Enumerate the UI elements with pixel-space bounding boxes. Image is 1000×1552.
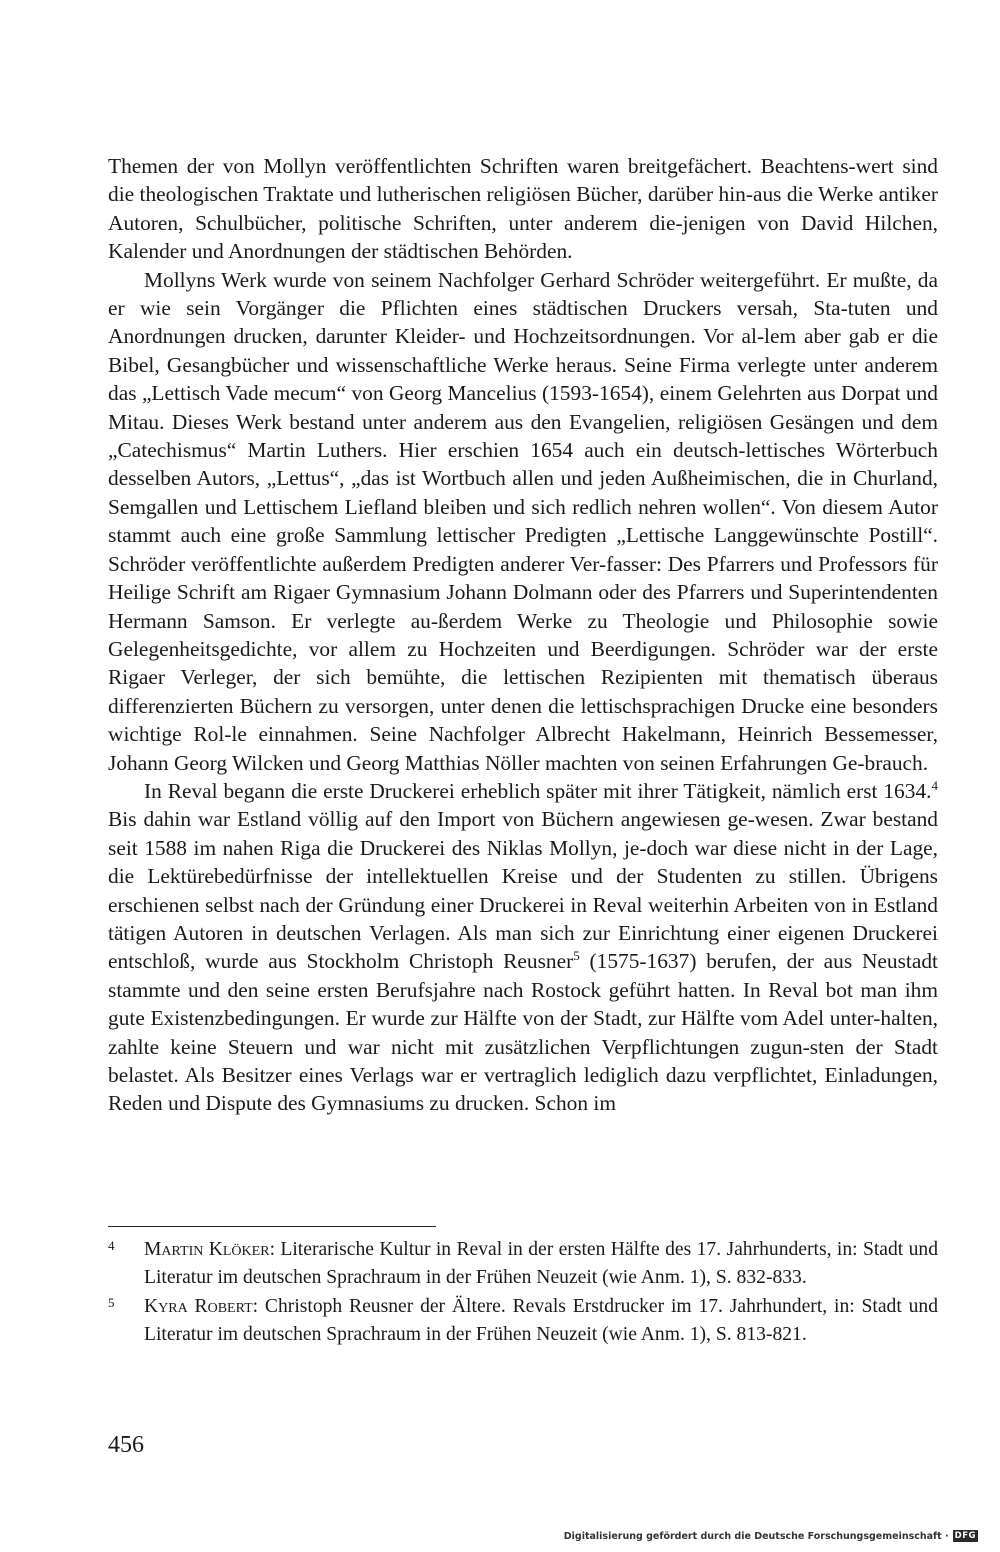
footnotes: [108, 1236, 938, 1350]
paragraph-text: (1575-1637) berufen, der aus Neustadt stammte und den seine ersten Berufsjahre nach Rostock geführt hatten. In Reval bot man ihm gute Existenzbedingungen. Er wurde zur Hälfte von der Stadt, zur Hälfte vom Adel unter-halten, zahlte keine Steuern und war nicht mit zusätzlichen Verpflichtungen zugun-sten der Stadt belastet. Als Besitzer eines Verlags war er vertraglich lediglich dazu verpflichtet, Einladungen, Reden und Dispute des Gymnasiums zu drucken. Schon im: [108, 949, 938, 1116]
footnote-reference[interactable]: 4: [931, 777, 938, 793]
digitization-credit: [564, 1530, 978, 1542]
paragraph: [108, 152, 938, 266]
footnote-text: : Literarische Kultur in Reval in der ersten Hälfte des 17. Jahrhunderts, in: Stadt und Literatur im deutschen Sprachraum in der Frühen Neuzeit (wie Anm. 1), S. 832-833.: [144, 1239, 938, 1288]
footnote-reference[interactable]: 5: [573, 948, 580, 964]
footnote-text: : Christoph Reusner der Ältere. Revals Erstdrucker im 17. Jahrhundert, in: Stadt und Literatur im deutschen Sprachraum in der Frühen Neuzeit (wie Anm. 1), S. 813-821.: [144, 1296, 938, 1345]
paragraph-text: In Reval begann die erste Druckerei erheblich später mit ihrer Tätigkeit, nämlich erst 1634.: [144, 778, 932, 803]
paragraph: [108, 777, 938, 1118]
main-text: [108, 152, 938, 1118]
paragraph-text: Themen der von Mollyn veröffentlichten Schriften waren breitgefächert. Beachtens-wert sind die theologischen Traktate und lutherischen religiösen Bücher, darüber hin-aus die Werke antiker Autoren, Schulbücher, politische Schriften, unter anderem die-jenigen von David Hilchen, Kalender und Anordnungen der städtischen Behörden.: [108, 154, 938, 264]
footnote: [108, 1236, 938, 1291]
footnote-number: 5: [108, 1295, 115, 1311]
footnote: [108, 1293, 938, 1348]
page-number: 456: [108, 1432, 144, 1458]
dfg-logo: DFG: [954, 1531, 976, 1541]
credit-text: Digitalisierung gefördert durch die Deutsche Forschungsgemeinschaft ·: [563, 1530, 949, 1542]
paragraph-text: Mollyns Werk wurde von seinem Nachfolger Gerhard Schröder weitergeführt. Er mußte, da er wie sein Vorgänger die Pflichten eines städtischen Druckers versah, Sta-tuten und Anordnungen drucken, darunter Kleider- und Hochzeitsordnungen. Vor al-lem aber gab er die Bibel, Gesangbücher und wissenschaftliche Werke heraus. Seine Firma verlegte unter anderem das „Lettisch Vade mecum“ von Georg Mancelius (1593-1654), einem Gelehrten aus Dorpat und Mitau. Dieses Werk bestand unter anderem aus den Evangelien, religiösen Gesängen und dem „Catechismus“ Martin Luthers. Hier erschien 1654 auch ein deutsch-lettisches Wörterbuch desselben Autors, „Lettus“, „das ist Wortbuch allen und jeden Außheimischen, die in Churland, Semgallen und Lettischem Liefland bleiben und sich redlich nehren wollen“. Von diesem Autor stammt auch eine große Sammlung lettischer Predigten „Lettische Langgewünschte Postill“. Schröder veröffentlichte außerdem Predigten anderer Ver-fasser: Des Pfarrers und Professors für Heilige Schrift am Rigaer Gymnasium Johann Dolmann oder des Pfarrers und Superintendenten Hermann Samson. Er verlegte au-ßerdem Werke zu Theologie und Philosophie sowie Gelegenheitsgedichte, vor allem zu Hochzeiten und Beerdigungen. Schröder war der erste Rigaer Verleger, der sich bemühte, die lettischen Rezipienten mit thematisch überaus differenzierten Büchern zu versorgen, unter denen die lettischsprachigen Drucke eine besonders wichtige Rol-le einnahmen. Seine Nachfolger Albrecht Hakelmann, Heinrich Bessemesser, Johann Georg Wilcken und Georg Matthias Nöller machten von seinen Erfahrungen Ge-brauch.: [108, 267, 938, 775]
footnote-author: Martin Klöker: [144, 1239, 270, 1260]
paragraph-text: Bis dahin war Estland völlig auf den Import von Büchern angewiesen ge-wesen. Zwar bestand seit 1588 im nahen Riga die Druckerei des Niklas Mollyn, je-doch war diese nicht in der Lage, die Lektürebedürfnisse der intellektuellen Kreise und der Studenten zu stillen. Übrigens erschienen selbst nach der Gründung einer Druckerei in Reval weiterhin Arbeiten von in Estland tätigen Autoren in deutschen Verlagen. Als man sich zur Einrichtung einer eigenen Druckerei entschloß, wurde aus Stockholm Christoph Reusner: [108, 807, 938, 974]
footnote-author: Kyra Robert: [144, 1296, 253, 1318]
footnote-number: 4: [108, 1238, 115, 1253]
footnote-separator: [108, 1226, 436, 1227]
paragraph: [108, 266, 938, 777]
